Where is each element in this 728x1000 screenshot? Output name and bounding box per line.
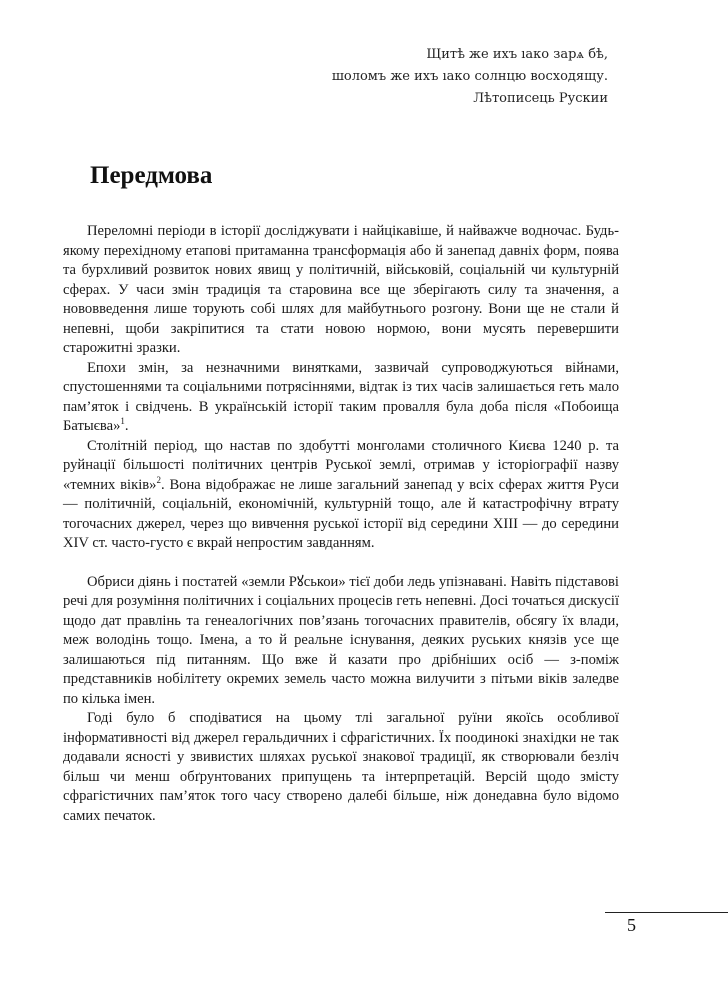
paragraph: Годі було б сподіватися на цьому тлі загальної руїни якоїсь особливої інформативності від джерел геральдичних і сфрагістичних. Їх поодинокі знахідки не так додавали ясності у звивистих шляхах руської знакової традиції, як створювали безліч більш чи менш обґрунтованих припущень та інтерпретацій. Версій щодо змісту сфрагістичних пам’яток того часу створено далебі більше, ніж донедавна було відомо самих печаток. (63, 710, 619, 824)
epigraph (332, 44, 608, 110)
paragraph: Столітній період, що настав по здобутті монголами столичного Києва 1240 р. та руйнації більшості політичних центрів Руської землі, отримав у історіографії назву «темних віків»$^2$. Вона відображає не лише загальний занепад у всіх сферах життя Руси — політичній, соціальній, економічній, культурній тощо, але й катастрофічну втрату тогочасних джерел, через що вивчення руської історії від середини XIII — до середини XIV ст. часто-густо є вкрай непростим завданням. (63, 437, 619, 551)
epigraph-line: шоломъ же ихъ ıако солнцю восходящу. (331, 69, 608, 84)
footnote-marker: 2 (156, 474, 161, 485)
page-number: 5 (627, 915, 636, 935)
page-title: Передмова (90, 162, 213, 189)
paragraph: Епохи змін, за незначними винятками, зазвичай супроводжуються війнами, спустошеннями та соціальними потрясіннями, відтак із тих часів залишається геть мало пам’яток і свідчень. В українській історії таким провалля була доба після «Побоища Батыєва»$^1$. (63, 359, 619, 434)
footer-rule (605, 912, 728, 913)
footnote-marker: 1 (120, 416, 125, 427)
paragraph: Переломні періоди в історії досліджувати і найцікавіше, й найважче водночас. Будь-якому перехідному етапові притаманна трансформація або й занепад давніх форм, поява та бурхливий розвиток нових явищ у політичній, військовій, соціальній чи культурній сферах. У часи змін традиція та старовина все ще зберігають силу та значення, а нововведення лише торують собі шлях для майбутнього розгону. Вони ще не стали й непевні, щоби закріпитися та стати новою нормою, вони мусять перевершити старожитні зразки. (63, 223, 619, 356)
paragraph: Обриси діянь і постатей «земли Рꙋськои» тієї доби ледь упізнавані. Навіть підставові речі для розуміння політичних і соціальних процесів геть непевні. Досі точаться дискусії щодо дат правлінь та генеалогічних пов’язань тогочасних правителів, обсягу їх влади, меж володінь тощо. Імена, а то й реальне існування, деяких руських князів усе ще залишаються під питанням. Що вже й казати про дрібніших осіб — з-поміж представників нобілітету окремих земель часто можна вилучити з пітьми віків заледве по кілька імен. (63, 573, 619, 707)
epigraph-source: Лѣтописець Рускии (473, 91, 608, 106)
epigraph-line: Щитѣ же ихъ ıако зарѧ бѣ, (426, 47, 608, 62)
body-text (63, 222, 619, 826)
